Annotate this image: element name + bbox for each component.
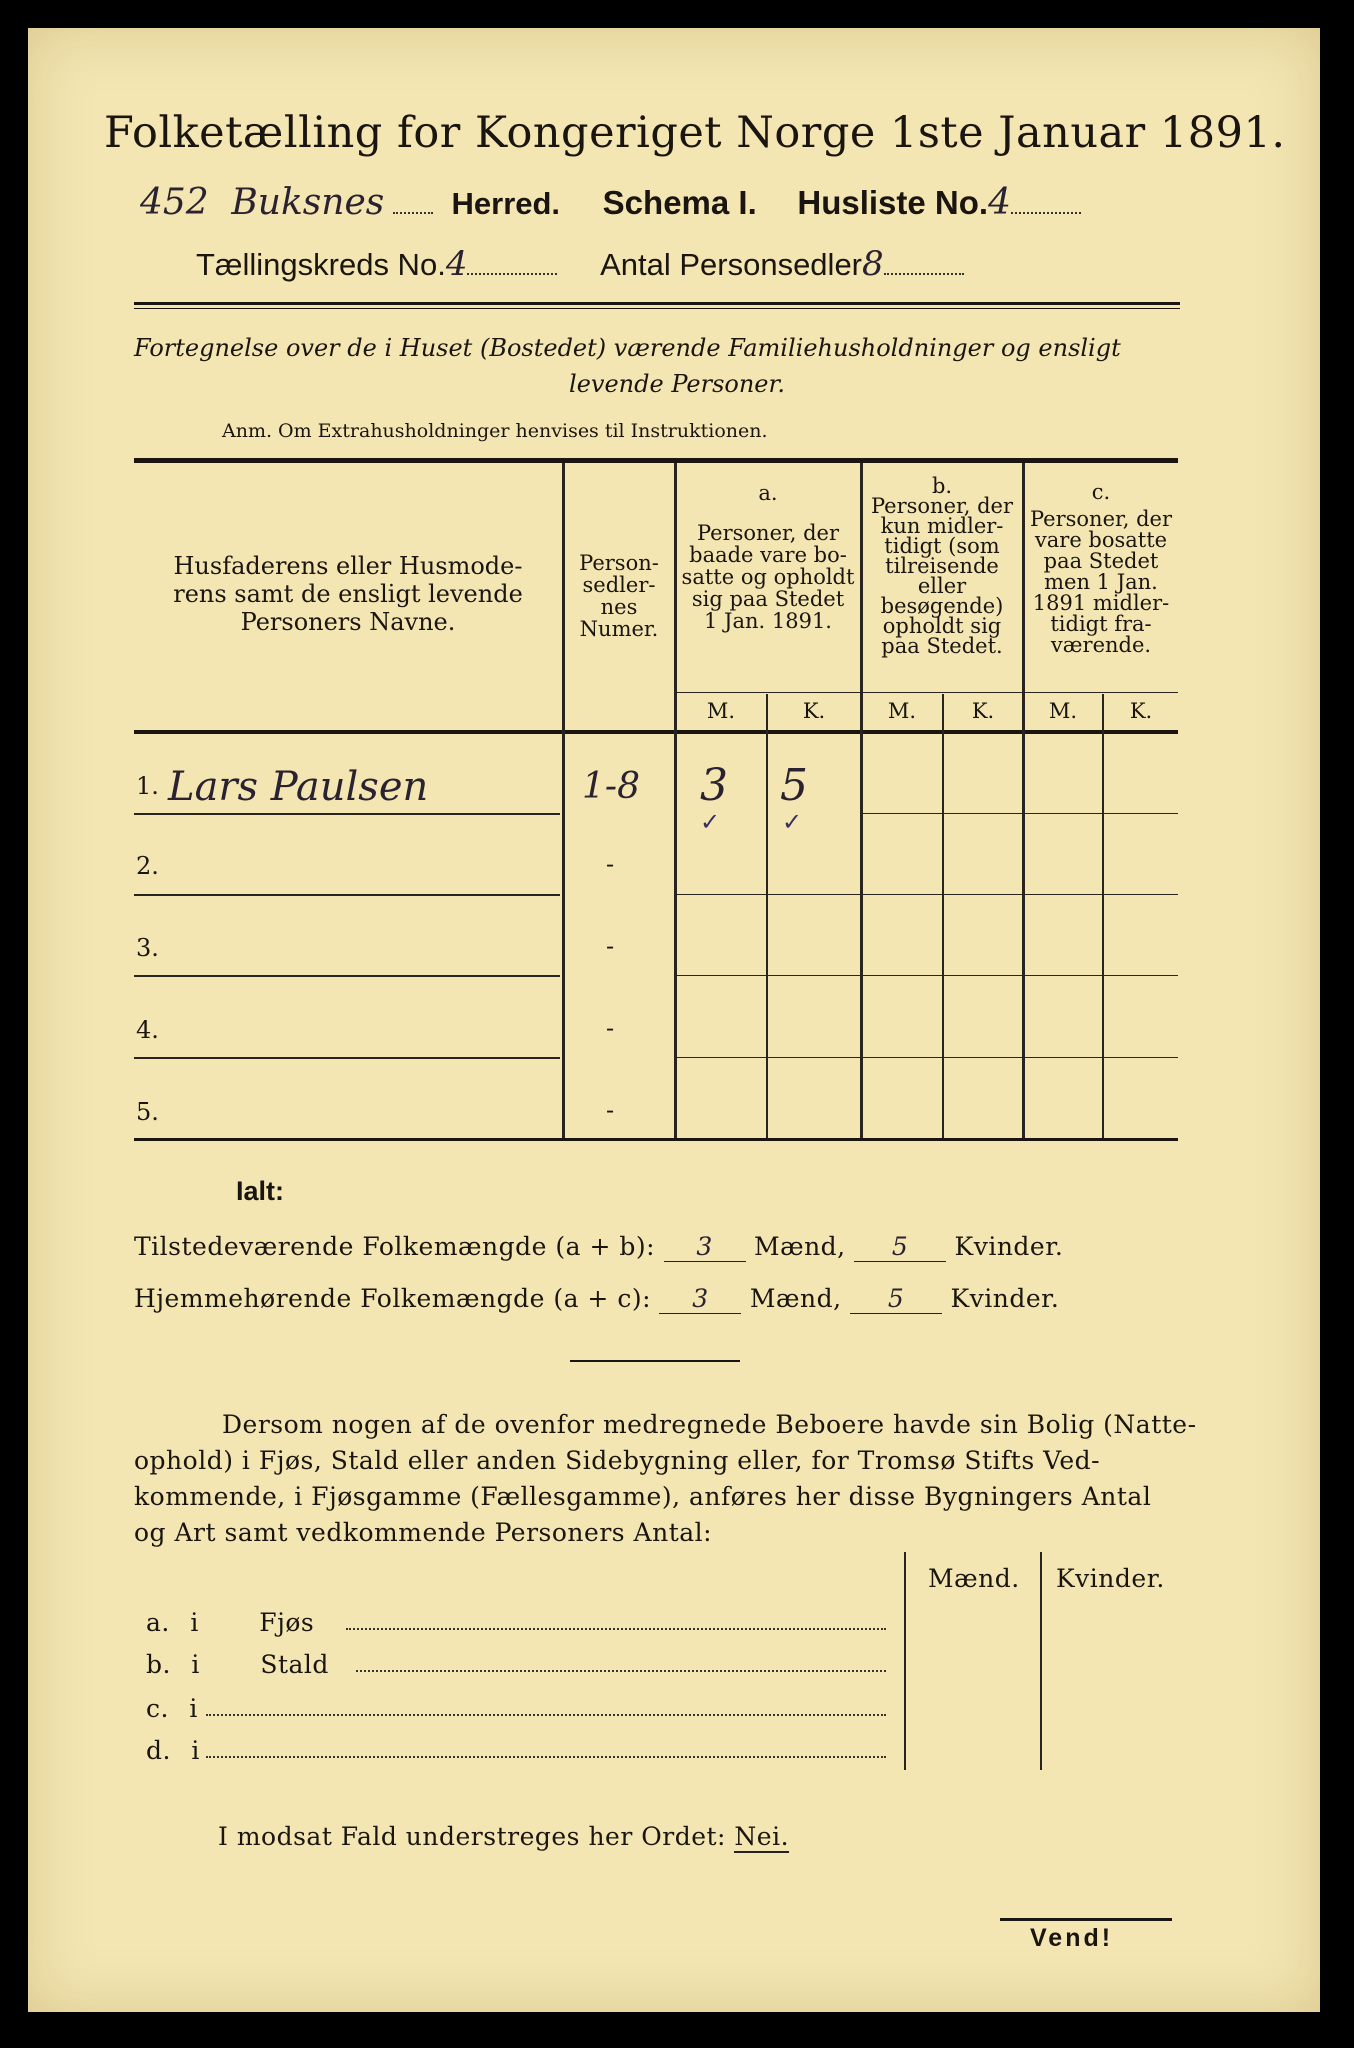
row-3-numer: - xyxy=(606,932,615,960)
row-rule-3-right xyxy=(860,975,1178,976)
totals-line-2: Hjemmehørende Folkemængde (a + c): 3 Mænd, 5 Kvinder. xyxy=(134,1284,1060,1313)
header-rule xyxy=(134,302,1180,305)
b-m-label: M. xyxy=(887,699,917,723)
totals-line-1: Tilstedeværende Folkemængde (a + b): 3 Mænd, 5 Kvinder. xyxy=(134,1232,1064,1261)
row-rule-2-right xyxy=(860,894,1178,895)
building-item-c: c. i xyxy=(146,1694,198,1723)
c-m-label: M. xyxy=(1048,699,1078,723)
herred-place: Buksnes xyxy=(231,182,385,223)
tick-mark-icon: ✓ xyxy=(782,808,803,836)
row-1-numer: 1-8 xyxy=(582,766,640,807)
building-item-a-dots xyxy=(346,1628,886,1630)
separator-rule xyxy=(570,1360,740,1362)
herred-number: 452 xyxy=(140,182,209,223)
buildings-para-3: kommende, i Fjøsgamme (Fællesgamme), anføres her disse Bygningers Antal xyxy=(134,1482,1152,1511)
row-3-number: 3. xyxy=(136,934,159,962)
kreds-line xyxy=(196,244,964,284)
totals-line-2-k: 5 xyxy=(850,1284,942,1314)
row-rule-1-right xyxy=(860,813,1178,814)
intro-line-2: levende Personer. xyxy=(569,370,785,398)
row-rule-1 xyxy=(134,813,560,815)
row-4-numer: - xyxy=(606,1014,615,1042)
buildings-col-maend: Mænd. xyxy=(928,1564,1020,1593)
herred-label: Herred. xyxy=(451,186,561,221)
row-4-number: 4. xyxy=(136,1016,159,1044)
buildings-para-1: Dersom nogen af de ovenfor medregnede Beboere havde sin Bolig (Natte- xyxy=(222,1410,1197,1439)
buildings-para-2: ophold) i Fjøs, Stald eller anden Sidebygning eller, for Tromsø Stifts Ved- xyxy=(134,1446,1101,1475)
row-rule-4 xyxy=(134,1057,560,1059)
anm-note: Anm. Om Extrahusholdninger henvises til Instruktionen. xyxy=(222,420,768,442)
totals-line-1-k: 5 xyxy=(854,1232,946,1262)
modsat-text: I modsat Fald understreges her Ordet: xyxy=(218,1822,726,1851)
vend-label: Vend! xyxy=(1030,1924,1114,1952)
ialt-label: Ialt: xyxy=(236,1176,285,1206)
row-rule-4-a xyxy=(676,1057,860,1058)
husliste-label: Husliste No. xyxy=(797,184,989,221)
row-rule-4-right xyxy=(860,1057,1178,1058)
intro-line-1: Fortegnelse over de i Huset (Bostedet) værende Familiehusholdninger og ensligt xyxy=(134,334,1121,362)
header-col-b: b. Personer, der kun midler- tidigt (som tilreisende eller besøgende) opholdt sig paa Stedet. xyxy=(870,474,1014,658)
kreds-label: Tællingskreds No. xyxy=(196,247,446,282)
nei-word: Nei. xyxy=(734,1822,790,1851)
personsedler-label: Antal Personsedler xyxy=(600,247,863,282)
a-m-label: M. xyxy=(706,699,736,723)
buildings-col-divider-2 xyxy=(1040,1552,1042,1770)
row-1-number: 1. xyxy=(136,772,159,800)
col-divider-a-mk xyxy=(766,694,768,1138)
row-2-number: 2. xyxy=(136,852,159,880)
husliste-value: 4 xyxy=(988,182,1011,223)
personsedler-value: 8 xyxy=(862,244,884,284)
header-numer: Person- sedler- nes Numer. xyxy=(579,551,659,641)
kreds-value: 4 xyxy=(445,244,468,284)
row-2-numer: - xyxy=(606,850,615,878)
header-names: Husfaderens eller Husmode- rens samt de ensligt levende Personers Navne. xyxy=(173,552,523,636)
row-1-a-k: 5 xyxy=(780,760,808,811)
building-item-c-dots xyxy=(206,1714,886,1716)
building-item-a: a. i Fjøs xyxy=(146,1608,315,1637)
row-5-number: 5. xyxy=(136,1098,159,1126)
c-k-label: K. xyxy=(1129,699,1153,723)
header-col-c: c. Personer, der vare bosatte paa Stedet men 1 Jan. 1891 midler- tidigt fra- værende. xyxy=(1029,480,1173,657)
buildings-col-divider-1 xyxy=(904,1552,906,1770)
a-k-label: K. xyxy=(802,699,826,723)
mk-header-rule xyxy=(674,692,1178,693)
form-title: Folketælling for Kongeriget Norge 1ste Januar 1891. xyxy=(104,108,1286,158)
row-1-a-m: 3 xyxy=(700,760,728,811)
modsat-line xyxy=(218,1822,789,1851)
herred-line xyxy=(140,182,1081,223)
b-k-label: K. xyxy=(971,699,995,723)
building-item-d-dots xyxy=(206,1756,886,1758)
col-divider-b-mk xyxy=(942,694,944,1138)
row-1-name: Lars Paulsen xyxy=(168,764,429,810)
header-col-a: a. Personer, der baade vare bo- satte og opholdt sig paa Stedet 1 Jan. 1891. xyxy=(681,481,855,633)
building-item-b: b. i Stald xyxy=(146,1650,329,1679)
row-rule-3-a xyxy=(676,975,860,976)
totals-line-1-label: Tilstedeværende Folkemængde (a + b): xyxy=(134,1232,656,1261)
totals-line-1-m: 3 xyxy=(664,1232,746,1262)
row-5-numer: - xyxy=(606,1096,615,1124)
col-divider-c-mk xyxy=(1102,694,1104,1138)
row-rule-2-a xyxy=(676,894,860,895)
totals-line-2-label: Hjemmehørende Folkemængde (a + c): xyxy=(134,1284,651,1313)
buildings-col-kvinder: Kvinder. xyxy=(1056,1564,1165,1593)
row-rule-3 xyxy=(134,975,560,977)
row-rule-2 xyxy=(134,894,560,896)
tick-mark-icon: ✓ xyxy=(700,808,721,836)
header-rule-thin xyxy=(134,308,1180,309)
vend-rule xyxy=(1000,1918,1172,1921)
table-bottom-rule xyxy=(134,1138,1178,1141)
building-item-d: d. i xyxy=(146,1736,200,1765)
buildings-para-4: og Art samt vedkommende Personers Antal: xyxy=(134,1518,713,1547)
schema-label: Schema I. xyxy=(602,184,757,221)
building-item-b-dots xyxy=(356,1670,886,1672)
totals-line-2-m: 3 xyxy=(659,1284,741,1314)
